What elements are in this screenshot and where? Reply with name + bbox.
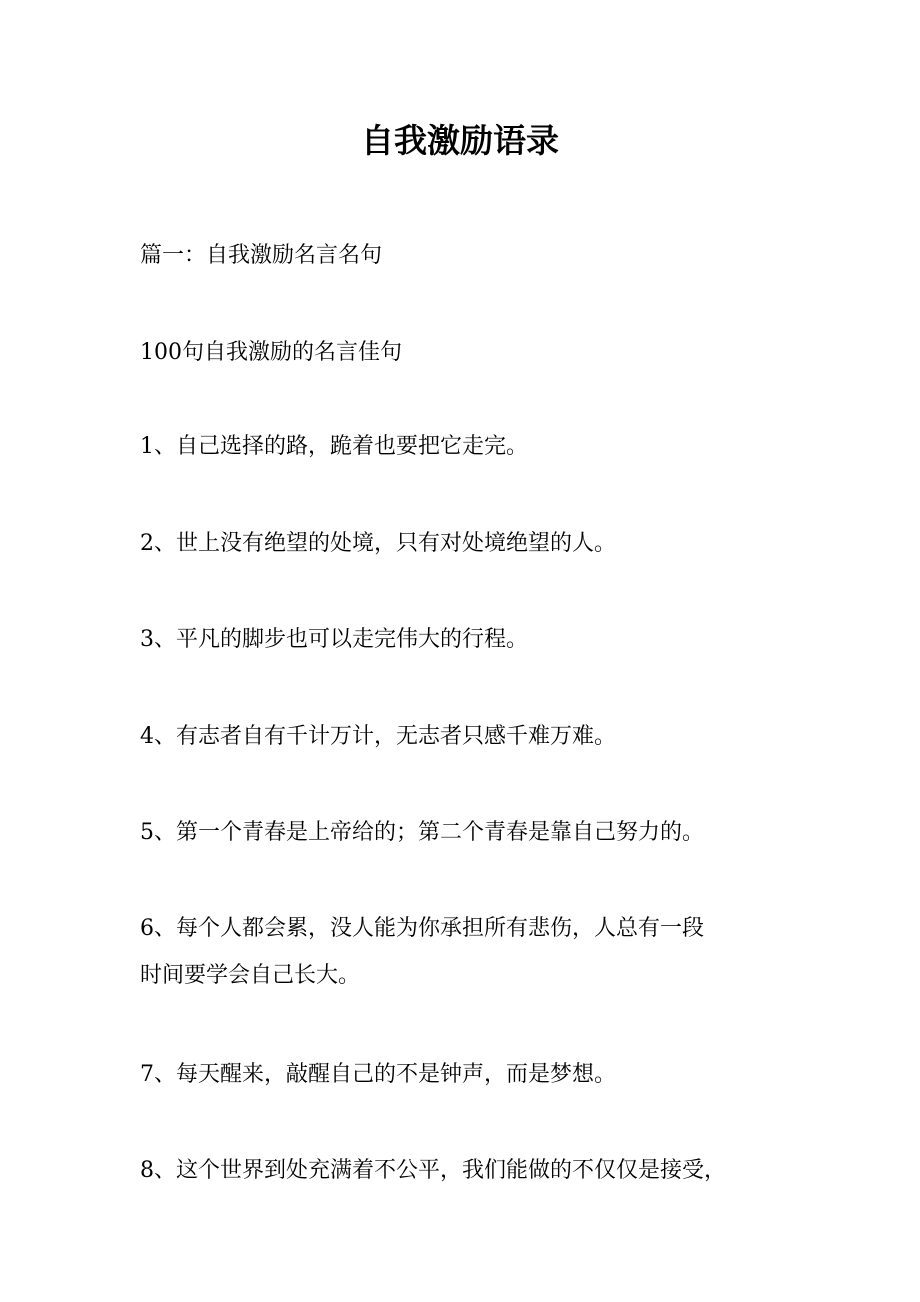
quote-line: 5、第一个青春是上帝给的；第二个青春是靠自己努力的。 [140, 820, 704, 845]
quote-line: 1、自己选择的路，跪着也要把它走完。 [140, 434, 528, 459]
section-heading: 篇一：自我激励名言名句 [140, 243, 383, 268]
quote-line: 8、这个世界到处充满着不公平，我们能做的不仅仅是接受， [140, 1158, 726, 1183]
section-subtitle: 100句自我激励的名言佳句 [140, 340, 402, 365]
quote-line: 4、有志者自有千计万计，无志者只感千难万难。 [140, 724, 616, 749]
quote-line: 3、平凡的脚步也可以走完伟大的行程。 [140, 627, 528, 652]
quote-line: 7、每天醒来，敲醒自己的不是钟声，而是梦想。 [140, 1062, 616, 1087]
document-title: 自我激励语录 [361, 121, 559, 160]
quote-line-continuation: 时间要学会自己长大。 [140, 963, 361, 988]
quote-line: 6、每个人都会累，没人能为你承担所有悲伤，人总有一段 [140, 916, 704, 941]
quote-line: 2、世上没有绝望的处境，只有对处境绝望的人。 [140, 531, 616, 556]
